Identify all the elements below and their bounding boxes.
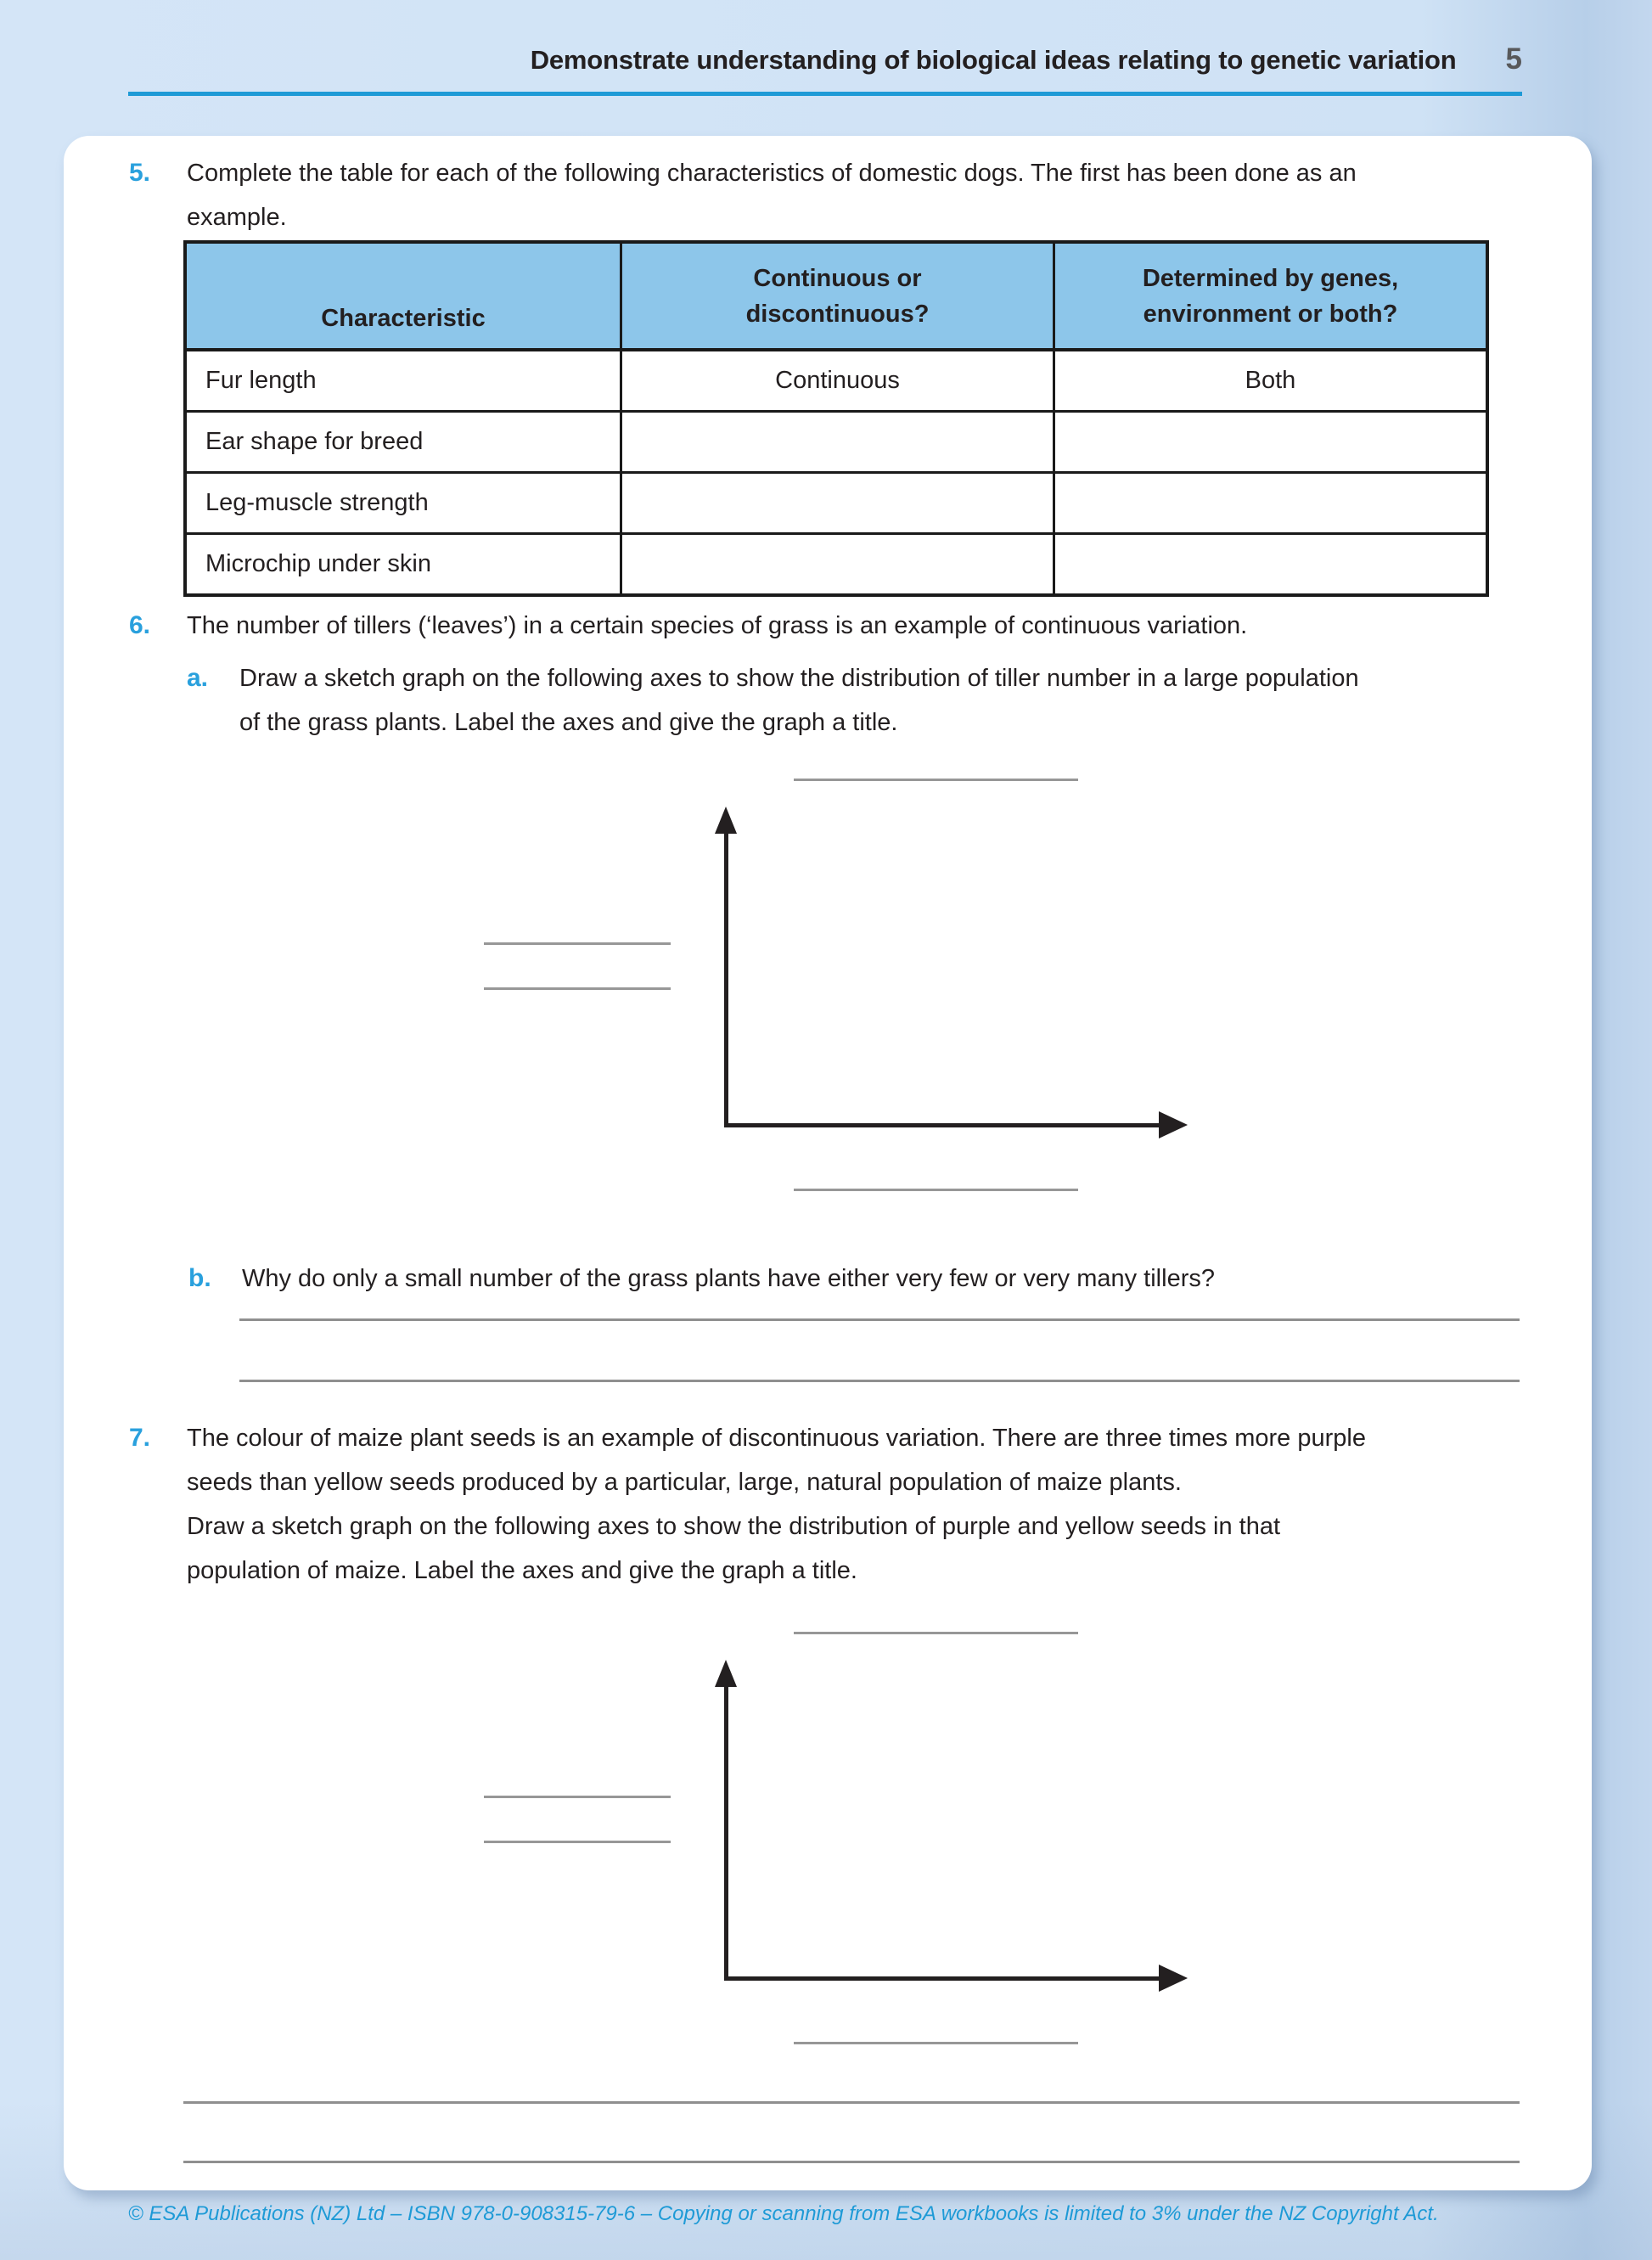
question-6-intro xyxy=(187,604,1247,648)
answer-line xyxy=(239,1318,1520,1321)
table-header-characteristic xyxy=(187,244,620,348)
characteristics-table xyxy=(183,240,1489,597)
y-axis-label-line xyxy=(484,987,671,990)
answer-line xyxy=(183,2161,1520,2163)
question-7-text xyxy=(187,1416,1366,1593)
table-header-row xyxy=(187,244,1486,351)
x-axis xyxy=(726,1976,1160,1981)
graph-title-line xyxy=(794,1632,1078,1634)
question-5-text xyxy=(187,151,1357,239)
table-header-line: environment or both? xyxy=(1143,300,1398,328)
table-row xyxy=(187,532,1486,593)
question-6a-text xyxy=(239,656,1359,745)
question-5-number: 5. xyxy=(129,159,151,187)
sketch-graph-tillers xyxy=(475,774,1197,1199)
table-cell: Fur length xyxy=(205,367,317,394)
content-card xyxy=(64,136,1592,2190)
question-6a-line: Draw a sketch graph on the following axes to show the distribution of tiller number in a large population xyxy=(239,665,1359,692)
table-cell: Continuous xyxy=(620,351,1053,410)
table-header-line: Characteristic xyxy=(321,305,486,332)
question-6b-line: Why do only a small number of the grass plants have either very few or very many tillers? xyxy=(242,1265,1215,1292)
answer-line xyxy=(183,2101,1520,2104)
footer-credit: © ESA Publications (NZ) Ltd – ISBN 978-0-908315-79-6 – Copying or scanning from ESA workbooks is limited to 3% under the NZ Copyright Act. xyxy=(128,2202,1439,2225)
y-axis xyxy=(724,832,728,1127)
question-6b-text xyxy=(242,1256,1215,1301)
x-axis xyxy=(726,1123,1160,1127)
question-6a-label: a. xyxy=(187,664,209,692)
question-7-line: population of maize. Label the axes and give the graph a title. xyxy=(187,1557,857,1584)
table-cell: Both xyxy=(1053,351,1486,410)
y-axis-label-line xyxy=(484,1841,671,1843)
y-axis-arrow-icon xyxy=(715,1660,737,1687)
question-7-number: 7. xyxy=(129,1424,151,1452)
table-cell-blank xyxy=(1053,535,1486,593)
table-cell: Microchip under skin xyxy=(205,550,431,577)
table-row xyxy=(187,471,1486,532)
table-header-line: discontinuous? xyxy=(745,300,930,328)
question-6a-line: of the grass plants. Label the axes and give the graph a title. xyxy=(239,709,898,736)
graph-title-line xyxy=(794,779,1078,781)
table-cell-blank xyxy=(1053,474,1486,532)
x-axis-label-line xyxy=(794,1189,1078,1191)
header-rule xyxy=(128,92,1522,96)
question-6b-label: b. xyxy=(188,1264,211,1292)
question-5-line: example. xyxy=(187,204,287,231)
x-axis-label-line xyxy=(794,2042,1078,2044)
table-cell-blank xyxy=(620,535,1053,593)
table-cell-blank xyxy=(620,413,1053,471)
y-axis-label-line xyxy=(484,1796,671,1798)
y-axis-label-line xyxy=(484,942,671,945)
question-7-line: seeds than yellow seeds produced by a particular, large, natural population of maize plants. xyxy=(187,1469,1182,1496)
question-7-line: Draw a sketch graph on the following axes to show the distribution of purple and yellow seeds in that xyxy=(187,1513,1281,1540)
table-cell: Leg-muscle strength xyxy=(205,489,429,516)
page-header xyxy=(128,42,1522,76)
question-6-number: 6. xyxy=(129,611,151,639)
page-number: 5 xyxy=(1505,42,1522,76)
page-title: Demonstrate understanding of biological ideas relating to genetic variation xyxy=(530,45,1457,75)
table-cell-blank xyxy=(1053,413,1486,471)
question-6-line: The number of tillers (‘leaves’) in a certain species of grass is an example of continuous variation. xyxy=(187,612,1248,639)
y-axis-arrow-icon xyxy=(715,807,737,834)
table-header-line: Determined by genes, xyxy=(1142,264,1399,292)
table-header-line: Continuous or xyxy=(753,264,922,292)
sketch-graph-maize xyxy=(475,1628,1197,2052)
x-axis-arrow-icon xyxy=(1159,1965,1188,1992)
question-5-line: Complete the table for each of the following characteristics of domestic dogs. The first has been done as an xyxy=(187,160,1357,187)
table-cell: Ear shape for breed xyxy=(205,428,424,455)
question-7-line: The colour of maize plant seeds is an example of discontinuous variation. There are three times more purple xyxy=(187,1425,1366,1452)
table-row xyxy=(187,410,1486,471)
table-header-continuous xyxy=(620,244,1053,348)
y-axis xyxy=(724,1685,728,1981)
answer-line xyxy=(239,1380,1520,1382)
table-header-determined xyxy=(1053,244,1486,348)
table-cell-blank xyxy=(620,474,1053,532)
table-row xyxy=(187,351,1486,410)
x-axis-arrow-icon xyxy=(1159,1111,1188,1138)
